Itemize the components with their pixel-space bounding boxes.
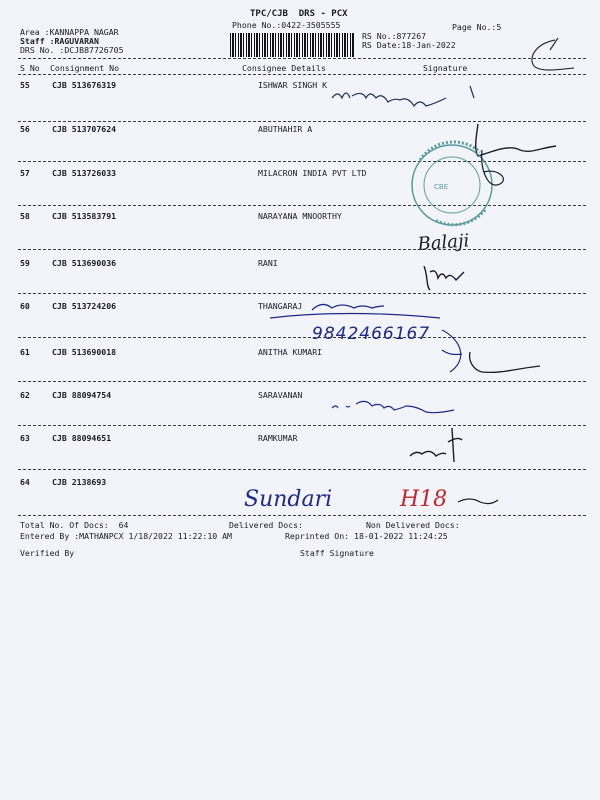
row-consignee: MILACRON INDIA PVT LTD: [258, 168, 367, 178]
handwritten-receiver: Sundari: [244, 487, 333, 512]
tick-mark: [532, 38, 574, 70]
staff-signature-label: Staff Signature: [300, 548, 374, 558]
col-signature-header: Signature: [423, 63, 468, 73]
row-sno: 55: [20, 80, 30, 90]
row-sno: 59: [20, 258, 30, 268]
row-sno: 62: [20, 390, 30, 400]
rs-number: RS No.:877267: [362, 31, 427, 41]
signature: [410, 428, 462, 462]
row-consignment: CJB 513707624: [52, 124, 117, 134]
signature: [332, 401, 454, 412]
row-consignee: RAMKUMAR: [258, 433, 298, 443]
row-consignee: NARAYANA MNOORTHY: [258, 211, 342, 221]
signature: [482, 150, 504, 185]
document-title: TPC/CJB DRS - PCX: [250, 9, 348, 19]
signature: [332, 86, 474, 106]
delivered-docs: Delivered Docs:: [229, 520, 303, 530]
row-consignee: ANITHA KUMARI: [258, 347, 323, 357]
row-consignee: ABUTHAHIR A: [258, 124, 313, 134]
row-consignment: CJB 513676319: [52, 80, 117, 90]
company-stamp: [412, 142, 492, 225]
row-consignment: CJB 88094754: [52, 390, 112, 400]
row-consignee: THANGARAJ: [258, 301, 303, 311]
signature: [312, 304, 384, 310]
row-consignment: CJB 513724206: [52, 301, 117, 311]
verified-by-label: Verified By: [20, 548, 75, 558]
entered-by: Entered By :MATHANPCX 1/18/2022 11:22:10 AM: [20, 531, 232, 541]
row-consignment: CJB 513726033: [52, 168, 117, 178]
col-consignment-header: Consignment No: [50, 63, 120, 73]
phone-number: Phone No.:0422-3505555: [232, 20, 341, 30]
row-consignment: CJB 2138693: [52, 477, 107, 487]
rs-date: RS Date:18-Jan-2022: [362, 40, 456, 50]
row-sno: 63: [20, 433, 30, 443]
row-consignee: ISHWAR SINGH K: [258, 80, 328, 90]
row-sno: 61: [20, 347, 30, 357]
row-consignment: CJB 513690018: [52, 347, 117, 357]
row-sno: 56: [20, 124, 30, 134]
row-consignee: RANI: [258, 258, 278, 268]
row-consignment: CJB 513583791: [52, 211, 117, 221]
drs-number: DRS No. :DCJB87726705: [20, 45, 124, 55]
row-consignee: SARAVANAN: [258, 390, 303, 400]
row-sno: 64: [20, 477, 30, 487]
non-delivered-docs: Non Delivered Docs:: [366, 520, 460, 530]
signature: [458, 499, 498, 504]
row-sno: 57: [20, 168, 30, 178]
handwritten-code: H18: [400, 487, 448, 512]
handwritten-name: Balaji: [416, 230, 471, 255]
row-consignment: CJB 88094651: [52, 433, 112, 443]
underline-stroke: [270, 314, 440, 319]
handwritten-phone: 9842466167: [312, 324, 431, 344]
signature: [476, 124, 556, 156]
reprinted-on: Reprinted On: 18-01-2022 11:24:25: [285, 531, 448, 541]
signature: [442, 330, 462, 372]
signature: [424, 266, 464, 290]
col-sno-header: S No: [20, 63, 40, 73]
total-docs: Total No. Of Docs: 64: [20, 520, 129, 530]
row-consignment: CJB 513690036: [52, 258, 117, 268]
page-number: Page No.:5: [452, 22, 502, 32]
staff-field: Staff :RAGUVARAN: [20, 36, 99, 46]
signature: [470, 352, 540, 372]
col-consignee-header: Consignee Details: [242, 63, 326, 73]
svg-text:CBE: CBE: [434, 183, 449, 191]
row-sno: 58: [20, 211, 30, 221]
row-sno: 60: [20, 301, 30, 311]
area-field: Area :KANNAPPA NAGAR: [20, 27, 119, 37]
